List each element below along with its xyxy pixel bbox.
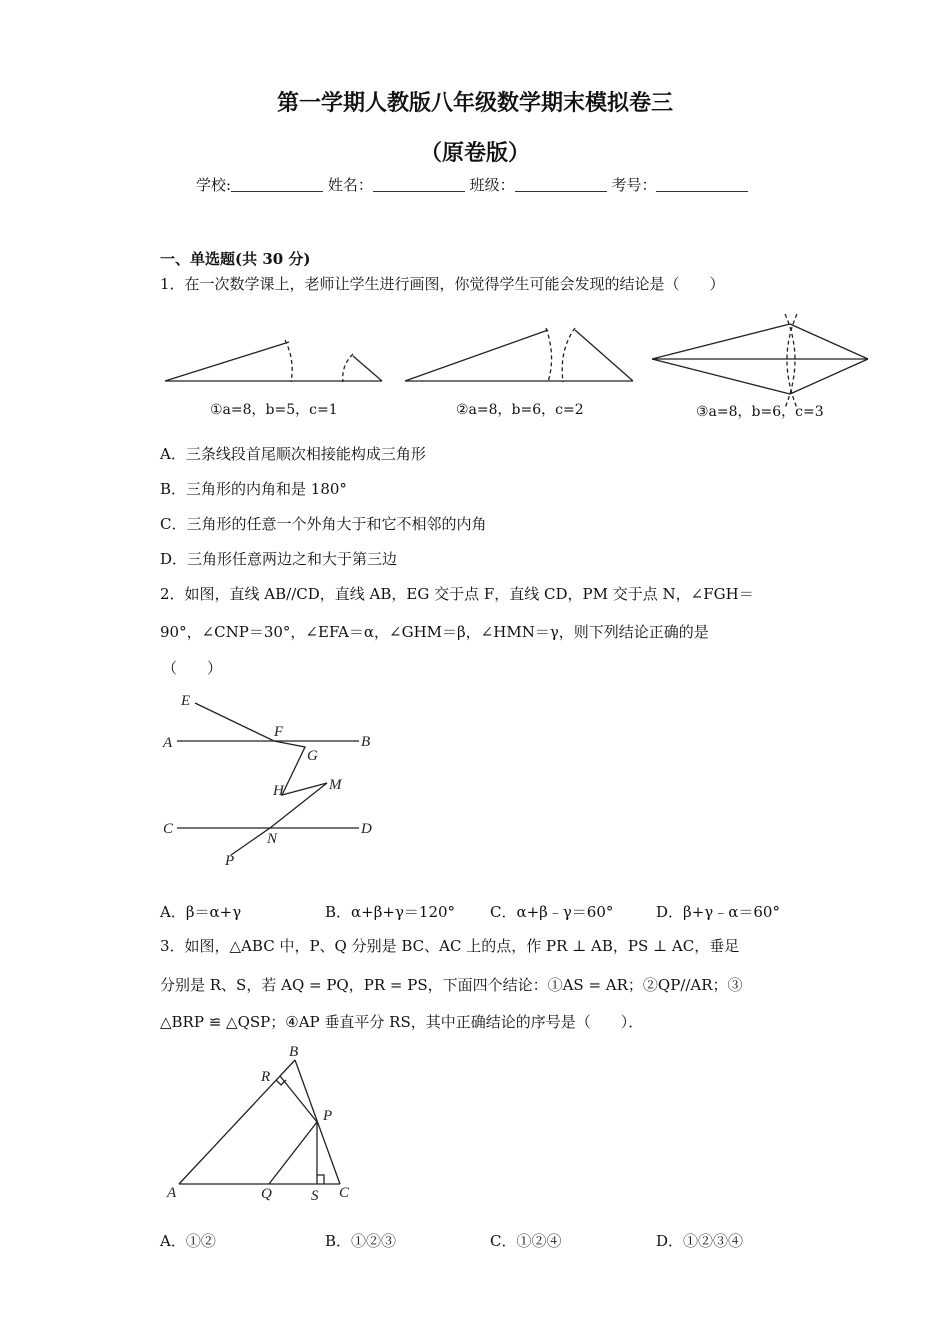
name-blank[interactable] [373,177,465,192]
zigzag-path [195,703,327,855]
q2-figure [155,685,395,875]
q2-option-c[interactable]: C．α+β﹣γ＝60° [490,903,614,921]
label-a: A [163,735,173,751]
fig1-side-b [165,342,289,381]
fig3-caption: ③a=8，b=6，c=3 [696,404,824,420]
fig1-side-c [353,356,382,381]
number-blank[interactable] [656,177,748,192]
label-c: C [163,821,174,837]
q1-option-a[interactable]: A．三条线段首尾顺次相接能构成三角形 [160,445,426,463]
number-label: 考号： [611,176,657,194]
q3-stem-line2: 分别是 R、S，若 AQ = PQ，PR = PS，下面四个结论：①AS = AR；②QP//AR；③ [160,976,743,994]
label-b: B [289,1044,299,1060]
label-p: P [323,1108,333,1124]
fig1-arc-c [343,354,353,382]
q2-stem-line2: 90°，∠CNP＝30°，∠EFA＝α，∠GHM＝β，∠HMN＝γ，则下列结论正确的是 [160,623,709,641]
fig1-arc-b [285,340,292,382]
q1-option-c[interactable]: C．三角形的任意一个外角大于和它不相邻的内角 [160,515,487,533]
label-m: M [329,777,342,793]
q3-figure [155,1040,375,1210]
school-blank[interactable] [231,177,323,192]
q3-option-c[interactable]: C．①②④ [490,1232,562,1250]
student-info-line [196,174,748,195]
q2-option-b[interactable]: B．α+β+γ＝120° [325,903,456,921]
fig3-side-c-bottom [790,359,868,394]
label-p: P [225,853,235,869]
right-angle-s [317,1175,324,1184]
label-b: B [361,734,371,750]
fig3-side-c-top [790,324,868,359]
fig3-side-b-top [652,324,790,359]
label-n: N [267,831,278,847]
page-title: 第一学期人教版八年级数学期末模拟卷三 [276,91,673,116]
class-blank[interactable] [515,177,607,192]
q3-option-b[interactable]: B．①②③ [325,1232,397,1250]
q2-stem-line1: 2．如图，直线 AB//CD，直线 AB，EG 交于点 F，直线 CD，PM 交于点 N，∠FGH＝ [160,585,754,603]
q1-stem: 1．在一次数学课上，老师让学生进行画图，你觉得学生可能会发现的结论是（ ） [160,275,725,293]
label-g: G [307,748,318,764]
fig2-arc-c [562,328,575,382]
school-label: 学校: [196,176,232,194]
label-e: E [181,693,191,709]
q1-option-d[interactable]: D．三角形任意两边之和大于第三边 [160,550,398,568]
q2-option-d[interactable]: D．β+γ﹣α＝60° [656,903,780,921]
segment-pr [280,1076,317,1122]
q2-option-a[interactable]: A．β＝α+γ [160,903,242,921]
section-heading: 一、单选题(共 30 分) [160,250,311,268]
label-q: Q [261,1186,272,1202]
fig3-side-b-bottom [652,359,790,394]
segment-pq [269,1122,317,1184]
q3-option-a[interactable]: A．①② [160,1232,216,1250]
label-a: A [167,1185,177,1201]
fig2-caption: ②a=8，b=6，c=2 [456,402,584,418]
label-h: H [273,783,284,799]
page-subtitle: （原卷版） [419,141,530,166]
q1-option-b[interactable]: B．三角形的内角和是 180° [160,480,347,498]
class-label: 班级： [469,176,515,194]
fig2-arc-b [546,328,552,382]
label-c: C [339,1185,350,1201]
label-r: R [261,1069,271,1085]
q3-stem-line3: △BRP ≌ △QSP；④AP 垂直平分 RS，其中正确结论的序号是（ ）． [160,1013,644,1031]
label-f: F [274,724,284,740]
label-d: D [361,821,372,837]
fig1-caption: ①a=8，b=5，c=1 [210,402,338,418]
q3-stem-line1: 3．如图，△ABC 中，P、Q 分别是 BC、AC 上的点，作 PR ⊥ AB，PS ⊥ AC，垂足 [160,937,740,955]
q3-option-d[interactable]: D．①②③④ [656,1232,744,1250]
fig2-side-b [405,330,548,381]
label-s: S [311,1188,319,1204]
fig2-side-c [575,330,633,381]
side-ab [179,1060,295,1184]
q2-stem-line3: （ ） [162,659,223,677]
name-label: 姓名： [327,176,373,194]
